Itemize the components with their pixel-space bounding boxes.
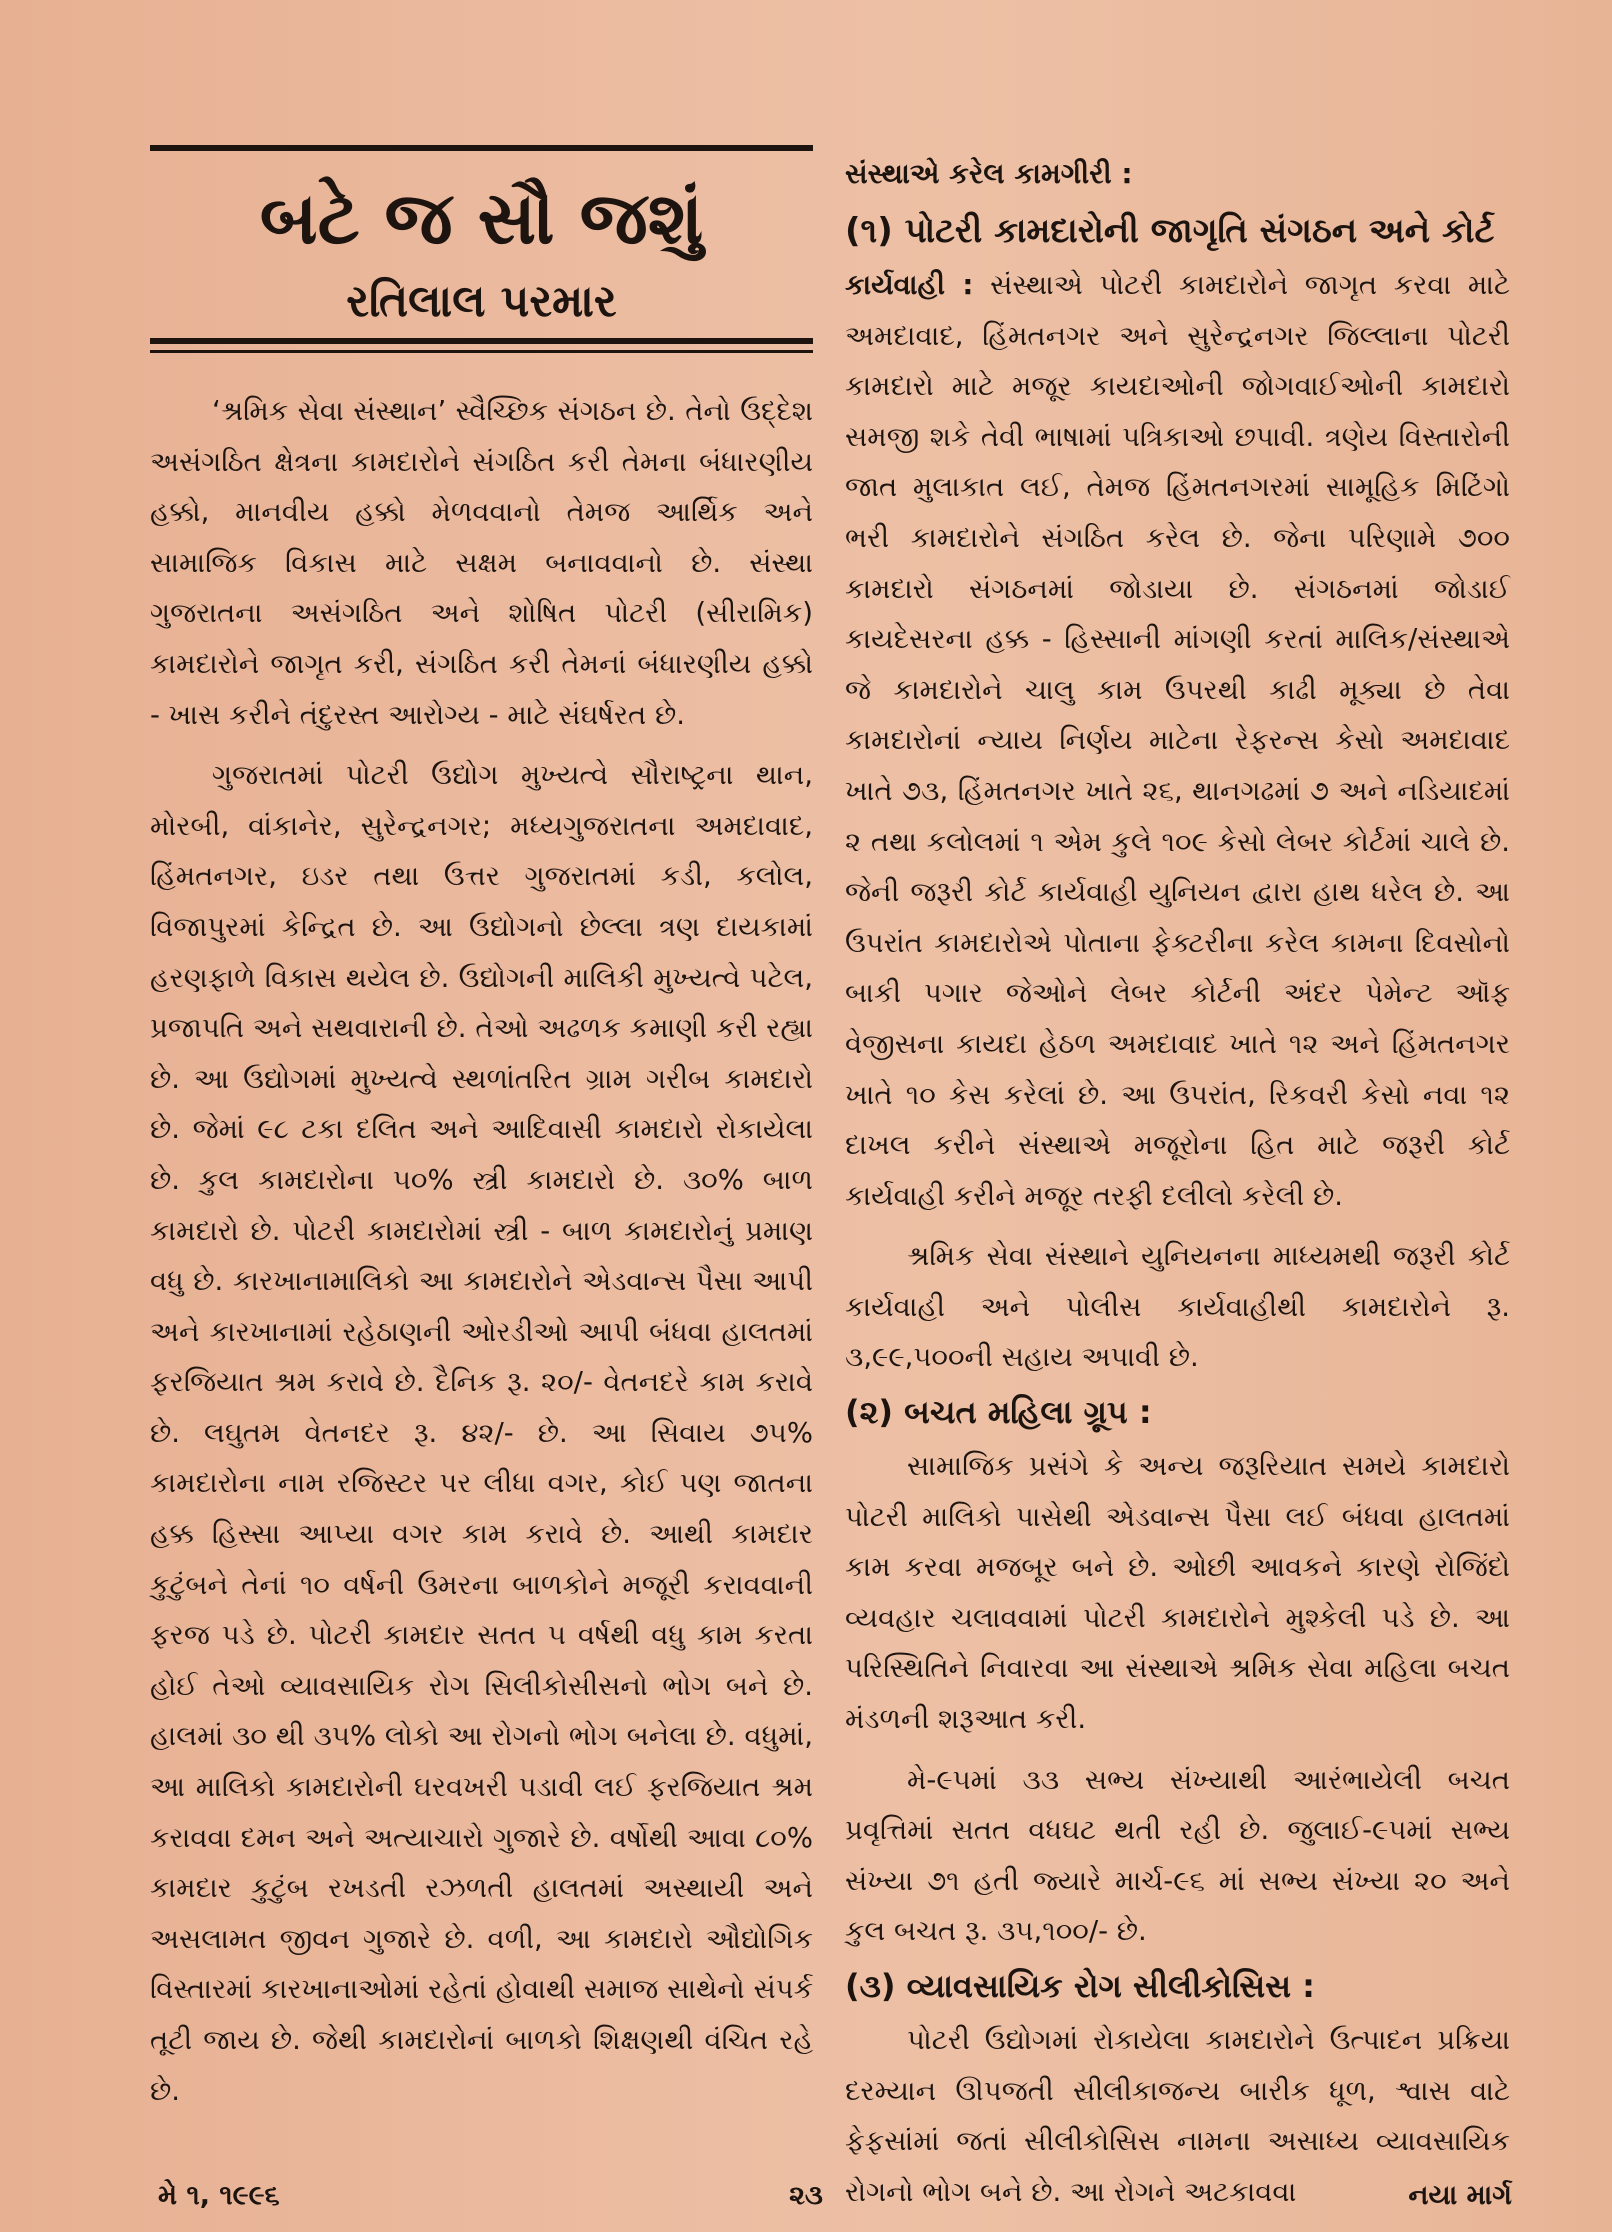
intro-paragraph: ‘શ્રમિક સેવા સંસ્થાન’ સ્વૈચ્છિક સંગઠન છે. તેનો ઉદ્દેશ અસંગઠિત ક્ષેત્રના કામદારોને સંગઠિત કરી તેમના બંધારણીય હક્કો, માનવીય હક્કો મેળવવાનો તેમજ આર્થિક અને સામાજિક વિકાસ માટે સક્ષમ બનાવવાનો છે. સંસ્થા ગુજરાતના અસંગઠિત અને શોષિત પોટરી (સીરામિક) કામદારોને જાગૃત કરી, સંગઠિત કરી તેમનાં બંધારણીય હક્કો - ખાસ કરીને તંદુરસ્ત આરોગ્ય - માટે સંઘર્ષરત છે. <box>150 395 813 731</box>
item3-paragraph-1: પોટરી ઉદ્યોગમાં રોકાયેલા કામદારોને ઉત્પાદન પ્રક્રિયા દરમ્યાન ઊપજતી સીલીકાજન્ય બારીક ધૂળ, શ્વાસ વાટે ફેફસાંમાં જતાં સીલીકોસિસ નામના અસાધ્ય વ્યાવસાયિક રોગનો ભોગ બને છે. આ રોગને અટકાવવા <box>845 2024 1510 2208</box>
item1-lead: કાર્યવાહી : <box>845 269 974 301</box>
item1-paragraph-2: શ્રમિક સેવા સંસ્થાને યુનિયનના માધ્યમથી જરૂરી કોર્ટ કાર્યવાહી અને પોલીસ કાર્યવાહીથી કામદારોને રૂ. ૩,૯૯,૫૦૦ની સહાય અપાવી છે. <box>845 1240 1510 1374</box>
section-heading: સંસ્થાએ કરેલ કામગીરી : <box>845 157 1133 190</box>
item3-heading: (૩) વ્યાવસાયિક રોગ સીલીકોસિસ : <box>845 1967 1315 2005</box>
right-column <box>845 150 1510 2217</box>
author-rule-1 <box>150 338 813 344</box>
item1-body <box>845 260 1510 1221</box>
item1-heading: (૧) પોટરી કામદારોની જાગૃતિ સંગઠન અને કોર્ટ <box>845 211 1495 251</box>
left-column <box>150 386 813 2116</box>
footer-page-number: ૨૩ <box>789 2180 823 2211</box>
title-top-rule <box>150 145 813 151</box>
item2-heading: (૨) બચત મહિલા ગ્રૂપ : <box>845 1393 1152 1432</box>
item1-text: સંસ્થાએ પોટરી કામદારોને જાગૃત કરવા માટે અમદાવાદ, હિંમતનગર અને સુરેન્દ્રનગર જિલ્લાના પોટરી કામદારો માટે મજૂર કાયદાઓની જોગવાઈઓની કામદારો સમજી શકે તેવી ભાષામાં પત્રિકાઓ છપાવી. ત્રણેય વિસ્તારોની જાત મુલાકાત લઈ, તેમજ હિંમતનગરમાં સામૂહિક મિટિંગો ભરી કામદારોને સંગઠિત કરેલ છે. જેના પરિણામે ૭૦૦ કામદારો સંગઠનમાં જોડાયા છે. સંગઠનમાં જોડાઈ કાયદેસરના હક્ક - હિસ્સાની માંગણી કરતાં માલિક/સંસ્થાએ જે કામદારોને ચાલુ કામ ઉપરથી કાઢી મૂક્યા છે તેવા કામદારોનાં ન્યાય નિર્ણય માટેના રેફરન્સ કેસો અમદાવાદ ખાતે ૭૩, હિંમતનગર ખાતે ૨૬, થાનગઢમાં ૭ અને નડિયાદમાં ૨ તથા કલોલમાં ૧ એમ કુલે ૧૦૯ કેસો લેબર કોર્ટમાં ચાલે છે. જેની જરૂરી કોર્ટ કાર્યવાહી યુનિયન દ્વારા હાથ ધરેલ છે. આ ઉપરાંત કામદારોએ પોતાના ફેક્ટરીના કરેલ કામના દિવસોનો બાકી પગાર જેઓને લેબર કોર્ટની અંદર પેમેન્ટ ઑફ વેજીસના કાયદા હેઠળ અમદાવાદ ખાતે ૧૨ અને હિંમતનગર ખાતે ૧૦ કેસ કરેલાં છે. આ ઉપરાંત, રિકવરી કેસો નવા ૧૨ દાખલ કરીને સંસ્થાએ મજૂરોના હિત માટે જરૂરી કોર્ટ કાર્યવાહી કરીને મજૂર તરફી દલીલો કરેલી છે. <box>845 269 1510 1212</box>
article-author: રતિલાલ પરમાર <box>346 276 617 327</box>
item2-paragraph-2: મે-૯૫માં ૩૩ સભ્ય સંખ્યાથી આરંભાયેલી બચત પ્રવૃત્તિમાં સતત વધઘટ થતી રહી છે. જુલાઈ-૯૫માં સભ્ય સંખ્યા ૭૧ હતી જ્યારે માર્ચ-૯૬ માં સભ્ય સંખ્યા ૨૦ અને કુલ બચત રૂ. ૩૫,૧૦૦/- છે. <box>845 1763 1510 1948</box>
item2-paragraph-1: સામાજિક પ્રસંગે કે અન્ય જરૂરિયાત સમયે કામદારો પોટરી માલિકો પાસેથી એડવાન્સ પૈસા લઈ બંધવા હાલતમાં કામ કરવા મજબૂર બને છે. ઓછી આવકને કારણે રોજિંદો વ્યવહાર ચલાવવામાં પોટરી કામદારોને મુશ્કેલી પડે છે. આ પરિસ્થિતિને નિવારવા આ સંસ્થાએ શ્રમિક સેવા મહિલા બચત મંડળની શરૂઆત કરી. <box>845 1450 1510 1736</box>
article-title: બટે જ સૌ જશું <box>259 176 704 260</box>
industry-paragraph: ગુજરાતમાં પોટરી ઉદ્યોગ મુખ્યત્વે સૌરાષ્ટ્રના થાન, મોરબી, વાંકાનેર, સુરેન્દ્રનગર; મધ્યગુજરાતના અમદાવાદ, હિંમતનગર, ઇડર તથા ઉત્તર ગુજરાતમાં કડી, કલોલ, વિજાપુરમાં કેન્દ્રિત છે. આ ઉદ્યોગનો છેલ્લા ત્રણ દાયકામાં હરણફાળે વિકાસ થયેલ છે. ઉદ્યોગની માલિકી મુખ્યત્વે પટેલ, પ્રજાપતિ અને સથવારાની છે. તેઓ અઢળક કમાણી કરી રહ્યા છે. આ ઉદ્યોગમાં મુખ્યત્વે સ્થળાંતરિત ગ્રામ ગરીબ કામદારો છે. જેમાં ૯૮ ટકા દલિત અને આદિવાસી કામદારો રોકાયેલા છે. કુલ કામદારોના ૫૦% સ્ત્રી કામદારો છે. ૩૦% બાળ કામદારો છે. પોટરી કામદારોમાં સ્ત્રી - બાળ કામદારોનું પ્રમાણ વધુ છે. કારખાનામાલિકો આ કામદારોને એડવાન્સ પૈસા આપી અને કારખાનામાં રહેઠાણની ઓરડીઓ આપી બંધવા હાલતમાં ફરજિયાત શ્રમ કરાવે છે. દૈનિક રૂ. ૨૦/- વેતનદરે કામ કરાવે છે. લઘુતમ વેતનદર રૂ. ૪૨/- છે. આ સિવાય ૭૫% કામદારોના નામ રજિસ્ટર પર લીધા વગર, કોઈ પણ જાતના હક્ક હિસ્સા આપ્યા વગર કામ કરાવે છે. આથી કામદાર કુટુંબને તેનાં ૧૦ વર્ષની ઉમરના બાળકોને મજૂરી કરાવવાની ફરજ પડે છે. પોટરી કામદાર સતત ૫ વર્ષથી વધુ કામ કરતા હોઈ તેઓ વ્યાવસાયિક રોગ સિલીકોસીસનો ભોગ બને છે. હાલમાં ૩૦ થી ૩૫% લોકો આ રોગનો ભોગ બનેલા છે. વધુમાં, આ માલિકો કામદારોની ઘરવખરી પડાવી લઈ ફરજિયાત શ્રમ કરાવવા દમન અને અત્યાચારો ગુજારે છે. વર્ષોથી આવા ૮૦% કામદાર કુટુંબ રખડતી રઝળતી હાલતમાં અસ્થાયી અને અસલામત જીવન ગુજારે છે. વળી, આ કામદારો ઔદ્યોગિક વિસ્તારમાં કારખાનાઓમાં રહેતાં હોવાથી સમાજ સાથેનો સંપર્ક તૂટી જાય છે. જેથી કામદારોનાં બાળકો શિક્ષણથી વંચિત રહે છે. <box>150 759 813 2107</box>
author-rule-2 <box>150 350 813 353</box>
footer-publication: નયા માર્ગ <box>1408 2180 1512 2211</box>
footer-date: મે ૧, ૧૯૯૬ <box>158 2180 280 2211</box>
